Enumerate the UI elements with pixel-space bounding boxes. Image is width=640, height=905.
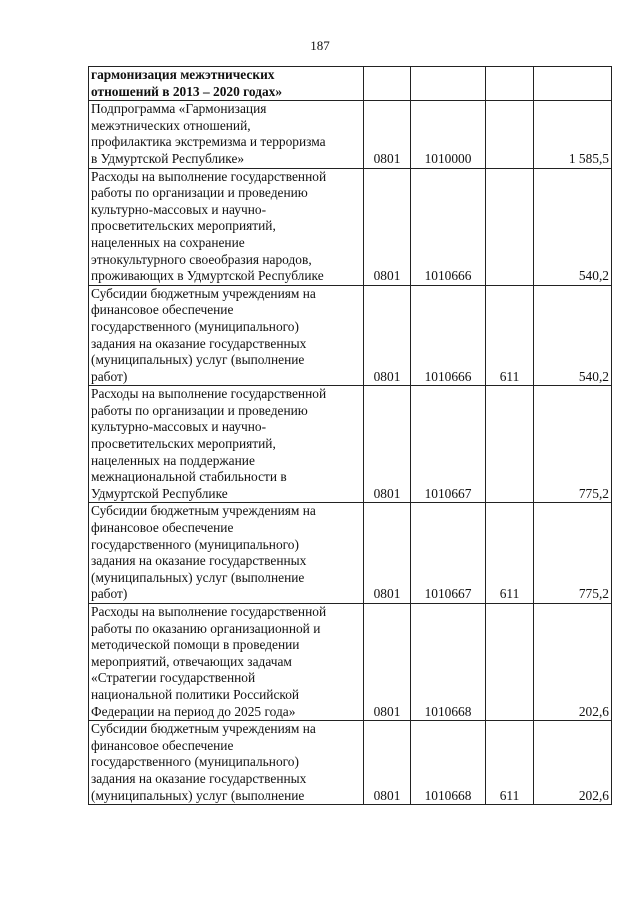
row-description: Расходы на выполнение государственной работы по организации и проведению культурно-массовых и научно- просветительских мероприятий, нацеленных на поддержание межнациональной стабильности в Удмуртской Республике — [89, 386, 364, 503]
table-row — [89, 168, 612, 285]
expense-type-cell: 611 — [486, 721, 534, 805]
row-description: Расходы на выполнение государственной работы по оказанию организационной и методической помощи в проведении мероприятий, отвечающих задачам «Стратегии государственной национальной политики Российской Федерации на период до 2025 года» — [89, 604, 364, 721]
budget-table — [88, 66, 612, 805]
table-row — [89, 285, 612, 386]
target-article-cell: 1010667 — [411, 503, 486, 604]
amount-cell: 202,6 — [534, 604, 612, 721]
amount-cell — [534, 67, 612, 101]
table-row — [89, 67, 612, 101]
target-article-cell — [411, 67, 486, 101]
row-description: Субсидии бюджетным учреждениям на финансовое обеспечение государственного (муниципального) задания на оказание государственных (муниципальных) услуг (выполнение работ) — [89, 503, 364, 604]
section-code-cell: 0801 — [364, 721, 411, 805]
target-article-cell: 1010667 — [411, 386, 486, 503]
target-article-cell: 1010666 — [411, 168, 486, 285]
row-description: Субсидии бюджетным учреждениям на финансовое обеспечение государственного (муниципального) задания на оказание государственных (муниципальных) услуг (выполнение работ) — [89, 285, 364, 386]
row-description: Субсидии бюджетным учреждениям на финансовое обеспечение государственного (муниципального) задания на оказание государственных (муниципальных) услуг (выполнение — [89, 721, 364, 805]
table-row — [89, 101, 612, 168]
section-code-cell: 0801 — [364, 168, 411, 285]
expense-type-cell: 611 — [486, 503, 534, 604]
expense-type-cell — [486, 168, 534, 285]
section-code-cell: 0801 — [364, 604, 411, 721]
table-row — [89, 503, 612, 604]
amount-cell: 1 585,5 — [534, 101, 612, 168]
expense-type-cell — [486, 101, 534, 168]
amount-cell: 540,2 — [534, 168, 612, 285]
table-row — [89, 721, 612, 805]
expense-type-cell — [486, 386, 534, 503]
row-description: гармонизация межэтнических отношений в 2013 – 2020 годах» — [89, 67, 364, 101]
page-number: 187 — [310, 38, 330, 53]
expense-type-cell: 611 — [486, 285, 534, 386]
row-description: Расходы на выполнение государственной работы по организации и проведению культурно-массовых и научно- просветительских мероприятий, нацеленных на сохранение этнокультурного своеобразия народов, проживающих в Удмуртской Республике — [89, 168, 364, 285]
target-article-cell: 1010666 — [411, 285, 486, 386]
section-code-cell — [364, 67, 411, 101]
section-code-cell: 0801 — [364, 386, 411, 503]
expense-type-cell — [486, 67, 534, 101]
budget-table-body — [89, 67, 612, 805]
amount-cell: 775,2 — [534, 386, 612, 503]
table-row — [89, 386, 612, 503]
amount-cell: 775,2 — [534, 503, 612, 604]
target-article-cell: 1010668 — [411, 721, 486, 805]
section-code-cell: 0801 — [364, 101, 411, 168]
amount-cell: 202,6 — [534, 721, 612, 805]
table-row — [89, 604, 612, 721]
target-article-cell: 1010668 — [411, 604, 486, 721]
expense-type-cell — [486, 604, 534, 721]
section-code-cell: 0801 — [364, 503, 411, 604]
target-article-cell: 1010000 — [411, 101, 486, 168]
row-description: Подпрограмма «Гармонизация межэтнических отношений, профилактика экстремизма и терроризма в Удмуртской Республике» — [89, 101, 364, 168]
section-code-cell: 0801 — [364, 285, 411, 386]
amount-cell: 540,2 — [534, 285, 612, 386]
